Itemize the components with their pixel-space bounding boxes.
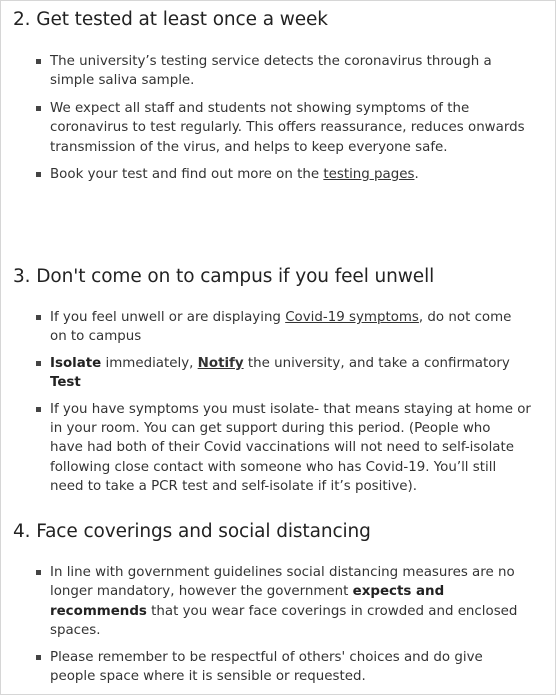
item-text: If you feel unwell or are displaying — [50, 310, 286, 325]
item-text: coronavirus to test regularly. This offers reassurance, reduces onwards — [50, 120, 525, 136]
list-item — [1, 400, 556, 497]
recommends-emphasis: recommends — [50, 603, 147, 619]
square-bullet-icon — [36, 59, 41, 64]
item-text: spaces. — [50, 623, 101, 639]
item-text: have had both of their Covid vaccinations will not need to self-isolate — [50, 440, 514, 456]
section-2-list — [1, 52, 556, 184]
square-bullet-icon — [36, 361, 41, 366]
list-item — [1, 354, 556, 393]
item-text: the university, and take a confirmatory — [243, 355, 510, 371]
item-text: need to take a PCR test and self-isolate if it’s positive). — [50, 479, 417, 495]
testing-pages-link[interactable]: testing pages — [323, 167, 415, 183]
square-bullet-icon — [36, 570, 41, 575]
isolate-emphasis: Isolate — [50, 355, 102, 371]
item-text: In line with government guidelines social distancing measures are no — [50, 565, 515, 580]
item-text: that you wear face coverings in crowded and enclosed — [146, 603, 518, 619]
item-text: simple saliva sample. — [50, 73, 195, 89]
square-bullet-icon — [36, 106, 41, 111]
list-item — [1, 563, 556, 641]
section-4-list — [1, 563, 556, 686]
section-4-heading: 4. Face coverings and social distancing — [13, 521, 371, 542]
item-text: following close contact with someone who has Covid-19. You’ll still — [50, 459, 497, 475]
item-text: We expect all staff and students not showing symptoms of the — [50, 100, 470, 116]
item-text: The university’s testing service detects the coronavirus through a — [50, 54, 492, 69]
item-text: Book your test and find out more on the — [50, 167, 324, 183]
test-emphasis: Test — [50, 375, 81, 391]
section-3-list — [1, 308, 556, 497]
item-text: transmission of the virus, and helps to keep everyone safe. — [50, 139, 448, 155]
covid-symptoms-link[interactable]: Covid-19 symptoms — [285, 310, 419, 325]
item-text: in your room. You can get support during this period. (People who — [50, 421, 491, 437]
item-text: longer mandatory, however the government — [50, 584, 353, 600]
list-item — [1, 52, 556, 91]
item-text: , do not come — [418, 310, 512, 325]
item-text: people space where it is sensible or requested. — [50, 669, 366, 685]
item-text: Please remember to be respectful of others' choices and do give — [50, 649, 483, 665]
list-item — [1, 165, 556, 184]
item-text: . — [414, 167, 419, 183]
square-bullet-icon — [36, 172, 41, 177]
square-bullet-icon — [36, 315, 41, 320]
section-3-heading: 3. Don't come on to campus if you feel unwell — [13, 266, 435, 287]
list-item — [1, 99, 556, 157]
section-2-heading: 2. Get tested at least once a week — [13, 9, 328, 30]
square-bullet-icon — [36, 655, 41, 660]
item-text: on to campus — [50, 329, 142, 345]
notify-link[interactable]: Notify — [197, 355, 244, 371]
item-text: If you have symptoms you must isolate- that means staying at home or — [50, 401, 531, 417]
expects-emphasis: expects and — [352, 584, 445, 600]
square-bullet-icon — [36, 407, 41, 412]
list-item — [1, 308, 556, 347]
list-item — [1, 648, 556, 687]
item-text: immediately, — [101, 355, 198, 371]
